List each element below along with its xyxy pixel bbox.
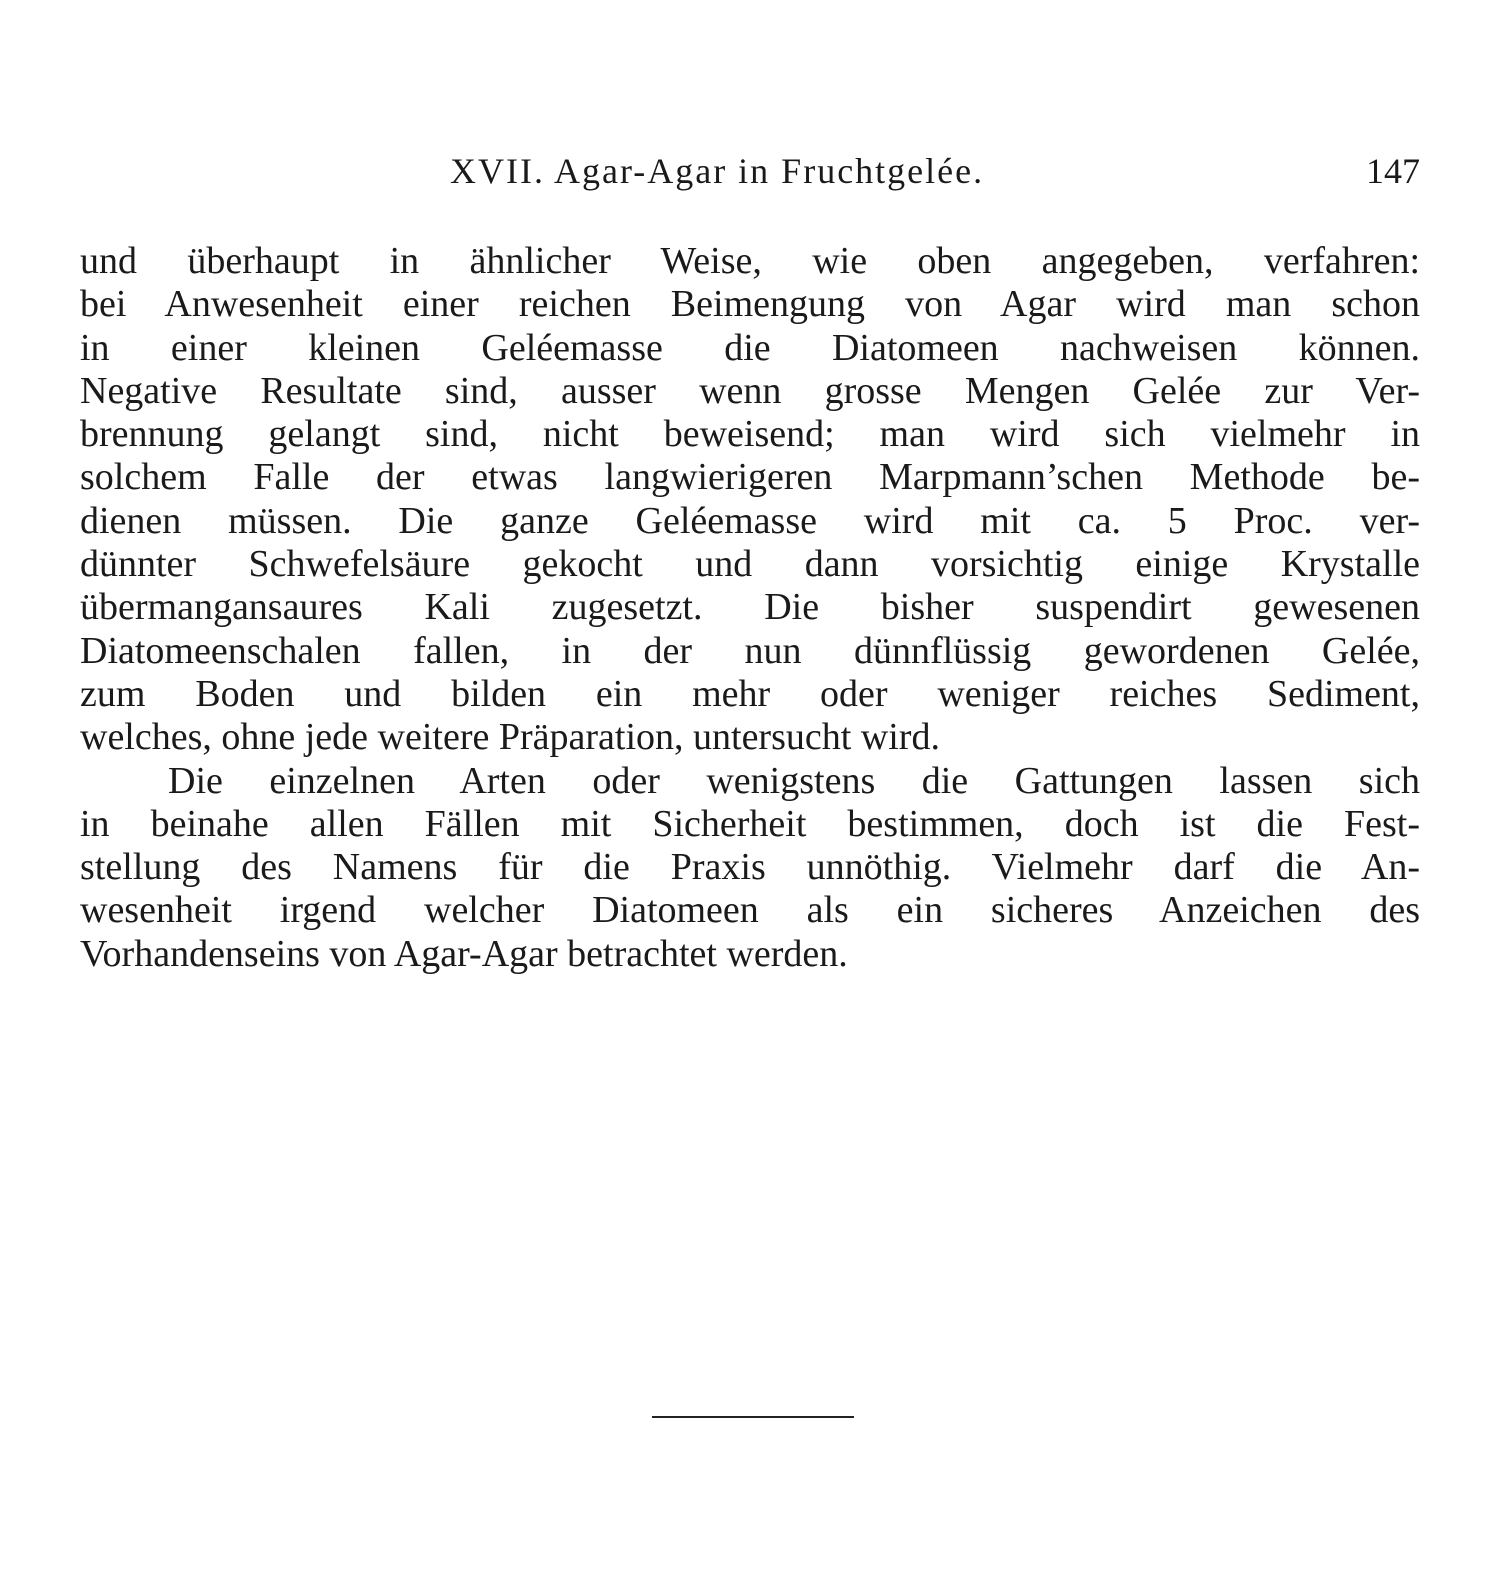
text-line: solchem Falle der etwas langwierigeren Marpmann’schen Methode be-	[80, 456, 1420, 499]
text-line: bei Anwesenheit einer reichen Beimengung von Agar wird man schon	[80, 283, 1420, 326]
text-line: welches, ohne jede weitere Präparation, untersucht wird.	[80, 716, 940, 759]
text-line: Diatomeenschalen fallen, in der nun dünnflüssig gewordenen Gelée,	[80, 629, 1420, 672]
text-line: in einer kleinen Geléemasse die Diatomeen nachweisen können.	[80, 326, 1420, 369]
end-rule	[652, 1416, 854, 1418]
running-head	[80, 150, 1420, 200]
text-line: in beinahe allen Fällen mit Sicherheit bestimmen, doch ist die Fest-	[80, 802, 1420, 845]
paragraph-2	[80, 760, 1420, 976]
text-line: dünnter Schwefelsäure gekocht und dann vorsichtig einige Krystalle	[80, 543, 1420, 586]
text-line: dienen müssen. Die ganze Geléemasse wird mit ca. 5 Proc. ver-	[80, 499, 1420, 542]
paragraph-1	[80, 240, 1420, 760]
text-line: Die einzelnen Arten oder wenigstens die Gattungen lassen sich	[168, 759, 1420, 802]
text-line: Vorhandenseins von Agar-Agar betrachtet werden.	[80, 932, 848, 975]
text-line: wesenheit irgend welcher Diatomeen als ein sicheres Anzeichen des	[80, 889, 1420, 932]
running-title: XVII. Agar-Agar in Fruchtgelée.	[450, 151, 985, 191]
body-text	[80, 240, 1420, 976]
text-line: übermangansaures Kali zugesetzt. Die bisher suspendirt gewesenen	[80, 586, 1420, 629]
text-line: brennung gelangt sind, nicht beweisend; man wird sich vielmehr in	[80, 413, 1420, 456]
page-number: 147	[1366, 151, 1420, 191]
text-line: und überhaupt in ähnlicher Weise, wie oben angegeben, verfahren:	[80, 240, 1420, 282]
text-line: zum Boden und bilden ein mehr oder weniger reiches Sediment,	[80, 672, 1420, 715]
text-line: Negative Resultate sind, ausser wenn grosse Mengen Gelée zur Ver-	[80, 369, 1420, 412]
text-line: stellung des Namens für die Praxis unnöthig. Vielmehr darf die An-	[80, 846, 1420, 889]
